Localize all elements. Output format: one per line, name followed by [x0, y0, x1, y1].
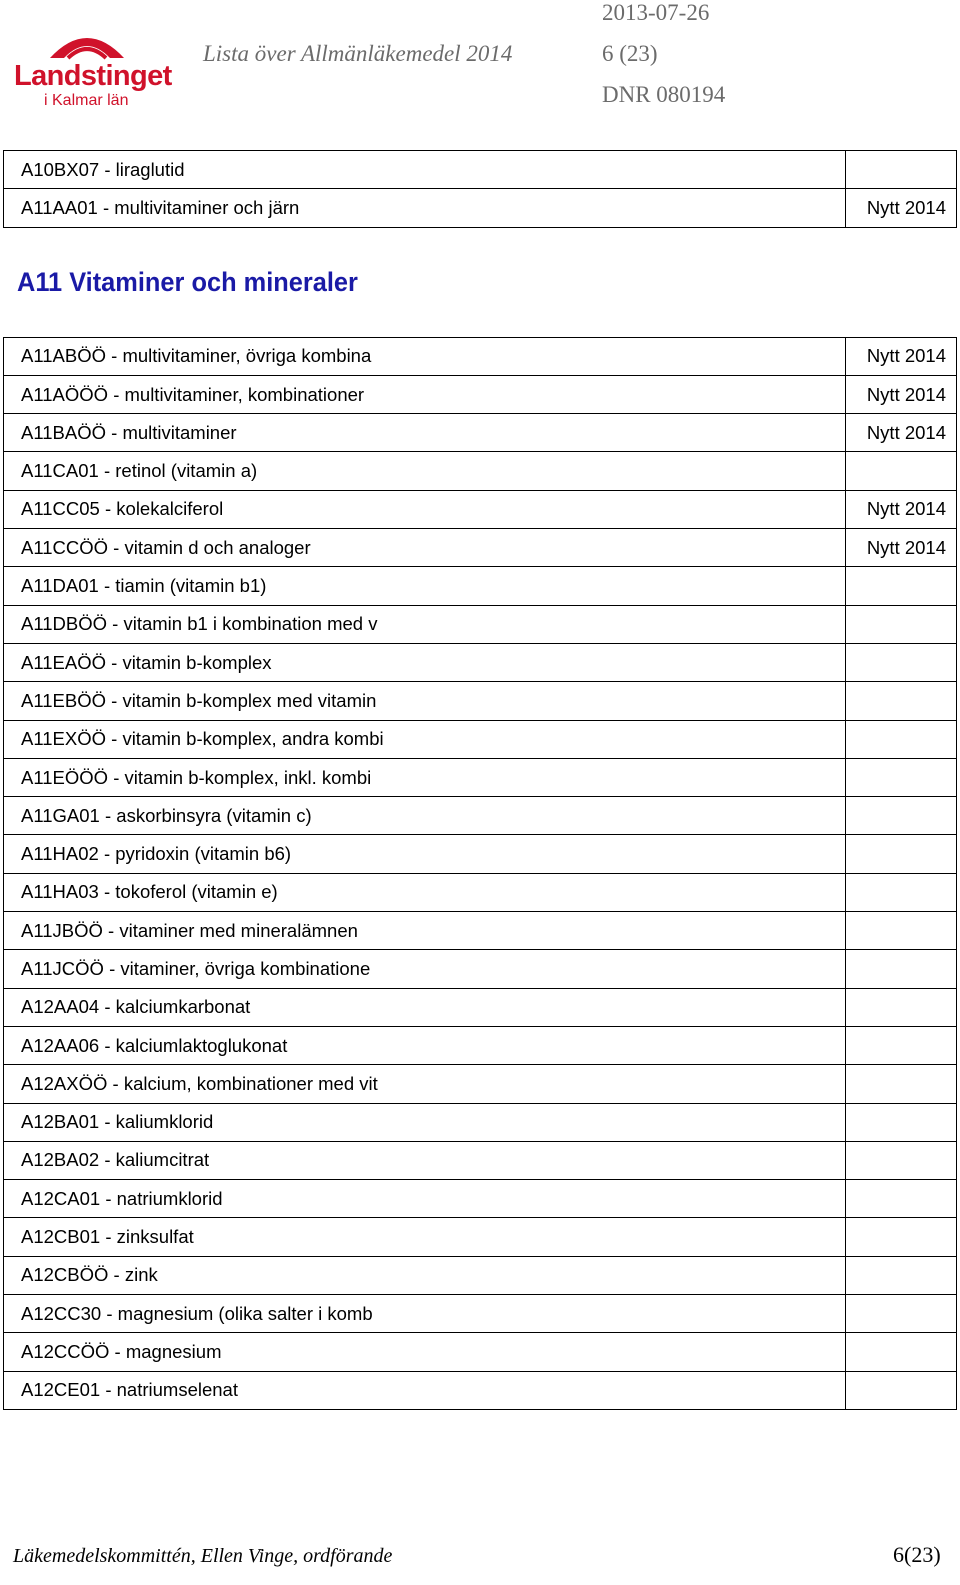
drug-name-cell: A11EXÖÖ - vitamin b-komplex, andra kombi: [4, 720, 846, 758]
drug-name-cell: A11AÖÖÖ - multivitaminer, kombinationer: [4, 375, 846, 413]
status-cell: [846, 643, 957, 681]
status-cell: [846, 1065, 957, 1103]
table-row: [4, 1026, 957, 1064]
status-cell: Nytt 2014: [846, 337, 957, 375]
table-row: [4, 758, 957, 796]
drug-name-cell: A12CB01 - zinksulfat: [4, 1218, 846, 1256]
status-cell: [846, 720, 957, 758]
drug-name-cell: A11ABÖÖ - multivitaminer, övriga kombina: [4, 337, 846, 375]
table-row: [4, 490, 957, 528]
table-row: [4, 189, 957, 227]
drug-name-cell: A12CA01 - natriumklorid: [4, 1180, 846, 1218]
drug-name-cell: A11DBÖÖ - vitamin b1 i kombination med v: [4, 605, 846, 643]
status-cell: [846, 682, 957, 720]
drug-name-cell: A11DA01 - tiamin (vitamin b1): [4, 567, 846, 605]
logo-arch-icon: [48, 26, 126, 60]
status-cell: Nytt 2014: [846, 490, 957, 528]
table-row: [4, 1256, 957, 1294]
landstinget-logo: [14, 26, 172, 110]
status-cell: Nytt 2014: [846, 414, 957, 452]
drug-name-cell: A12AA04 - kalciumkarbonat: [4, 988, 846, 1026]
table-row: [4, 1333, 957, 1371]
table-row: [4, 452, 957, 490]
drug-name-cell: A11HA03 - tokoferol (vitamin e): [4, 873, 846, 911]
status-cell: [846, 950, 957, 988]
status-cell: [846, 758, 957, 796]
table-row: [4, 797, 957, 835]
table-row: [4, 605, 957, 643]
drug-name-cell: A11AA01 - multivitaminer och järn: [4, 189, 846, 227]
table-row: [4, 1295, 957, 1333]
table-row: [4, 682, 957, 720]
drug-name-cell: A12AA06 - kalciumlaktoglukonat: [4, 1026, 846, 1064]
drug-name-cell: A12CCÖÖ - magnesium: [4, 1333, 846, 1371]
status-cell: [846, 1103, 957, 1141]
drug-name-cell: A11GA01 - askorbinsyra (vitamin c): [4, 797, 846, 835]
table-row: [4, 988, 957, 1026]
footer-page: 6(23): [893, 1542, 941, 1567]
status-cell: [846, 1180, 957, 1218]
status-cell: [846, 835, 957, 873]
table-row: [4, 1218, 957, 1256]
logo-name: Landstinget: [14, 60, 172, 92]
status-cell: Nytt 2014: [846, 189, 957, 227]
status-cell: [846, 605, 957, 643]
status-cell: [846, 988, 957, 1026]
status-cell: Nytt 2014: [846, 529, 957, 567]
table-row: [4, 529, 957, 567]
status-cell: [846, 1141, 957, 1179]
drug-name-cell: A11CC05 - kolekalciferol: [4, 490, 846, 528]
status-cell: [846, 797, 957, 835]
table-row: [4, 414, 957, 452]
status-cell: [846, 452, 957, 490]
section-title: A11 Vitaminer och mineraler: [16, 266, 358, 297]
drug-name-cell: A12CBÖÖ - zink: [4, 1256, 846, 1294]
drug-name-cell: A11HA02 - pyridoxin (vitamin b6): [4, 835, 846, 873]
status-cell: [846, 1295, 957, 1333]
header-title: Lista över Allmänläkemedel 2014: [203, 41, 513, 66]
drug-name-cell: A11EÖÖÖ - vitamin b-komplex, inkl. kombi: [4, 758, 846, 796]
drug-name-cell: A11CCÖÖ - vitamin d och analoger: [4, 529, 846, 567]
drug-name-cell: A11CA01 - retinol (vitamin a): [4, 452, 846, 490]
table-row: [4, 835, 957, 873]
status-cell: [846, 912, 957, 950]
table-row: [4, 1103, 957, 1141]
table-row: [4, 1141, 957, 1179]
table-row: [4, 375, 957, 413]
header-date: 2013-07-26: [602, 0, 710, 25]
status-cell: [846, 1371, 957, 1409]
drug-name-cell: A11BAÖÖ - multivitaminer: [4, 414, 846, 452]
drug-table-body: [4, 151, 957, 1410]
drug-name-cell: A11JBÖÖ - vitaminer med mineralämnen: [4, 912, 846, 950]
drug-name-cell: A12BA01 - kaliumklorid: [4, 1103, 846, 1141]
table-row: [4, 567, 957, 605]
table-row: [4, 1065, 957, 1103]
footer-text: Läkemedelskommittén, Ellen Vinge, ordförande: [13, 1545, 393, 1567]
table-row: [4, 912, 957, 950]
drug-name-cell: A10BX07 - liraglutid: [4, 151, 846, 189]
logo-subtitle: i Kalmar län: [44, 92, 129, 109]
status-cell: [846, 1218, 957, 1256]
table-row: [4, 720, 957, 758]
table-row: [4, 873, 957, 911]
section-heading-row: [4, 227, 957, 337]
status-cell: [846, 873, 957, 911]
status-cell: [846, 1026, 957, 1064]
table-row: [4, 643, 957, 681]
status-cell: [846, 151, 957, 189]
table-row: [4, 151, 957, 189]
status-cell: [846, 567, 957, 605]
table-row: [4, 1371, 957, 1409]
drug-name-cell: A12BA02 - kaliumcitrat: [4, 1141, 846, 1179]
drug-table: [3, 150, 957, 1410]
status-cell: Nytt 2014: [846, 375, 957, 413]
drug-name-cell: A12AXÖÖ - kalcium, kombinationer med vit: [4, 1065, 846, 1103]
table-row: [4, 337, 957, 375]
section-heading-cell: [4, 227, 957, 337]
drug-name-cell: A11EBÖÖ - vitamin b-komplex med vitamin: [4, 682, 846, 720]
drug-name-cell: A12CE01 - natriumselenat: [4, 1371, 846, 1409]
header-dnr: DNR 080194: [602, 82, 726, 107]
status-cell: [846, 1333, 957, 1371]
status-cell: [846, 1256, 957, 1294]
table-row: [4, 1180, 957, 1218]
table-row: [4, 950, 957, 988]
header-page: 6 (23): [602, 41, 658, 66]
drug-name-cell: A12CC30 - magnesium (olika salter i komb: [4, 1295, 846, 1333]
drug-name-cell: A11JCÖÖ - vitaminer, övriga kombinatione: [4, 950, 846, 988]
drug-name-cell: A11EAÖÖ - vitamin b-komplex: [4, 643, 846, 681]
